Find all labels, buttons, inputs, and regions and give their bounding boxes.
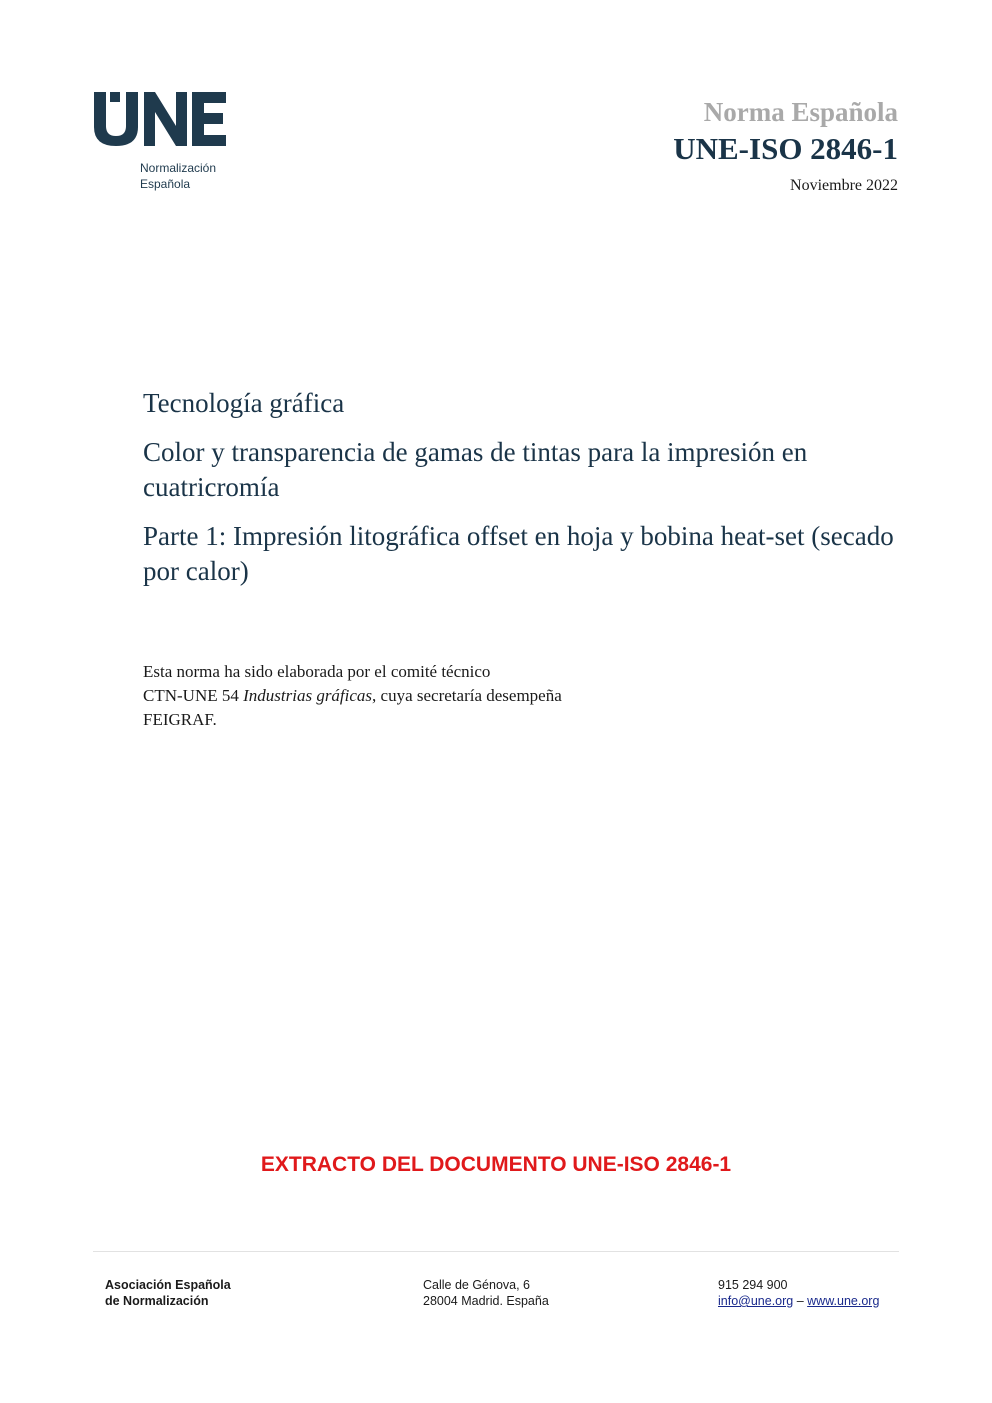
committee-line3: FEIGRAF. xyxy=(143,710,217,729)
committee-line2 xyxy=(143,684,743,708)
footer-organization xyxy=(105,1277,231,1309)
standard-header xyxy=(673,96,898,196)
footer-address-line1: Calle de Génova, 6 xyxy=(423,1278,531,1292)
footer-divider xyxy=(93,1251,899,1252)
title-part: Parte 1: Impresión litográfica offset en hoja y bobina heat-set (secado por calor) xyxy=(143,521,894,586)
document-titles xyxy=(143,386,913,603)
footer-contact xyxy=(718,1277,879,1309)
footer-phone: 915 294 900 xyxy=(718,1278,788,1292)
committee-name: Industrias gráficas xyxy=(243,686,373,705)
footer-link-separator: – xyxy=(793,1294,808,1308)
une-wordmark-logo xyxy=(92,90,232,148)
website-link[interactable]: www.une.org xyxy=(807,1294,880,1308)
extract-notice: EXTRACTO DEL DOCUMENTO UNE-ISO 2846-1 xyxy=(260,1153,732,1176)
footer-org-line2: de Normalización xyxy=(105,1294,209,1308)
committee-line2-suffix: , cuya secretaría desempeña xyxy=(372,686,562,705)
committee-line1: Esta norma ha sido elaborada por el comité técnico xyxy=(143,662,491,681)
footer-org-line1: Asociación Española xyxy=(105,1278,231,1292)
footer-links xyxy=(718,1293,879,1309)
title-main: Tecnología gráfica xyxy=(143,388,345,418)
standard-label: Norma Española xyxy=(703,97,898,127)
logo-subtitle xyxy=(140,160,216,192)
une-logo xyxy=(92,90,232,194)
publication-date: Noviembre 2022 xyxy=(790,177,898,194)
logo-subtitle-line2: Española xyxy=(140,177,191,191)
standard-code: UNE-ISO 2846-1 xyxy=(673,131,898,166)
footer-address-line2: 28004 Madrid. España xyxy=(423,1294,549,1308)
title-secondary: Color y transparencia de gamas de tintas para la impresión en cuatricromía xyxy=(143,437,808,502)
logo-subtitle-line1: Normalización xyxy=(140,161,217,175)
committee-code: CTN-UNE 54 xyxy=(143,686,244,705)
footer-address xyxy=(423,1277,549,1309)
committee-statement xyxy=(143,660,743,732)
email-link[interactable]: info@une.org xyxy=(718,1294,794,1308)
